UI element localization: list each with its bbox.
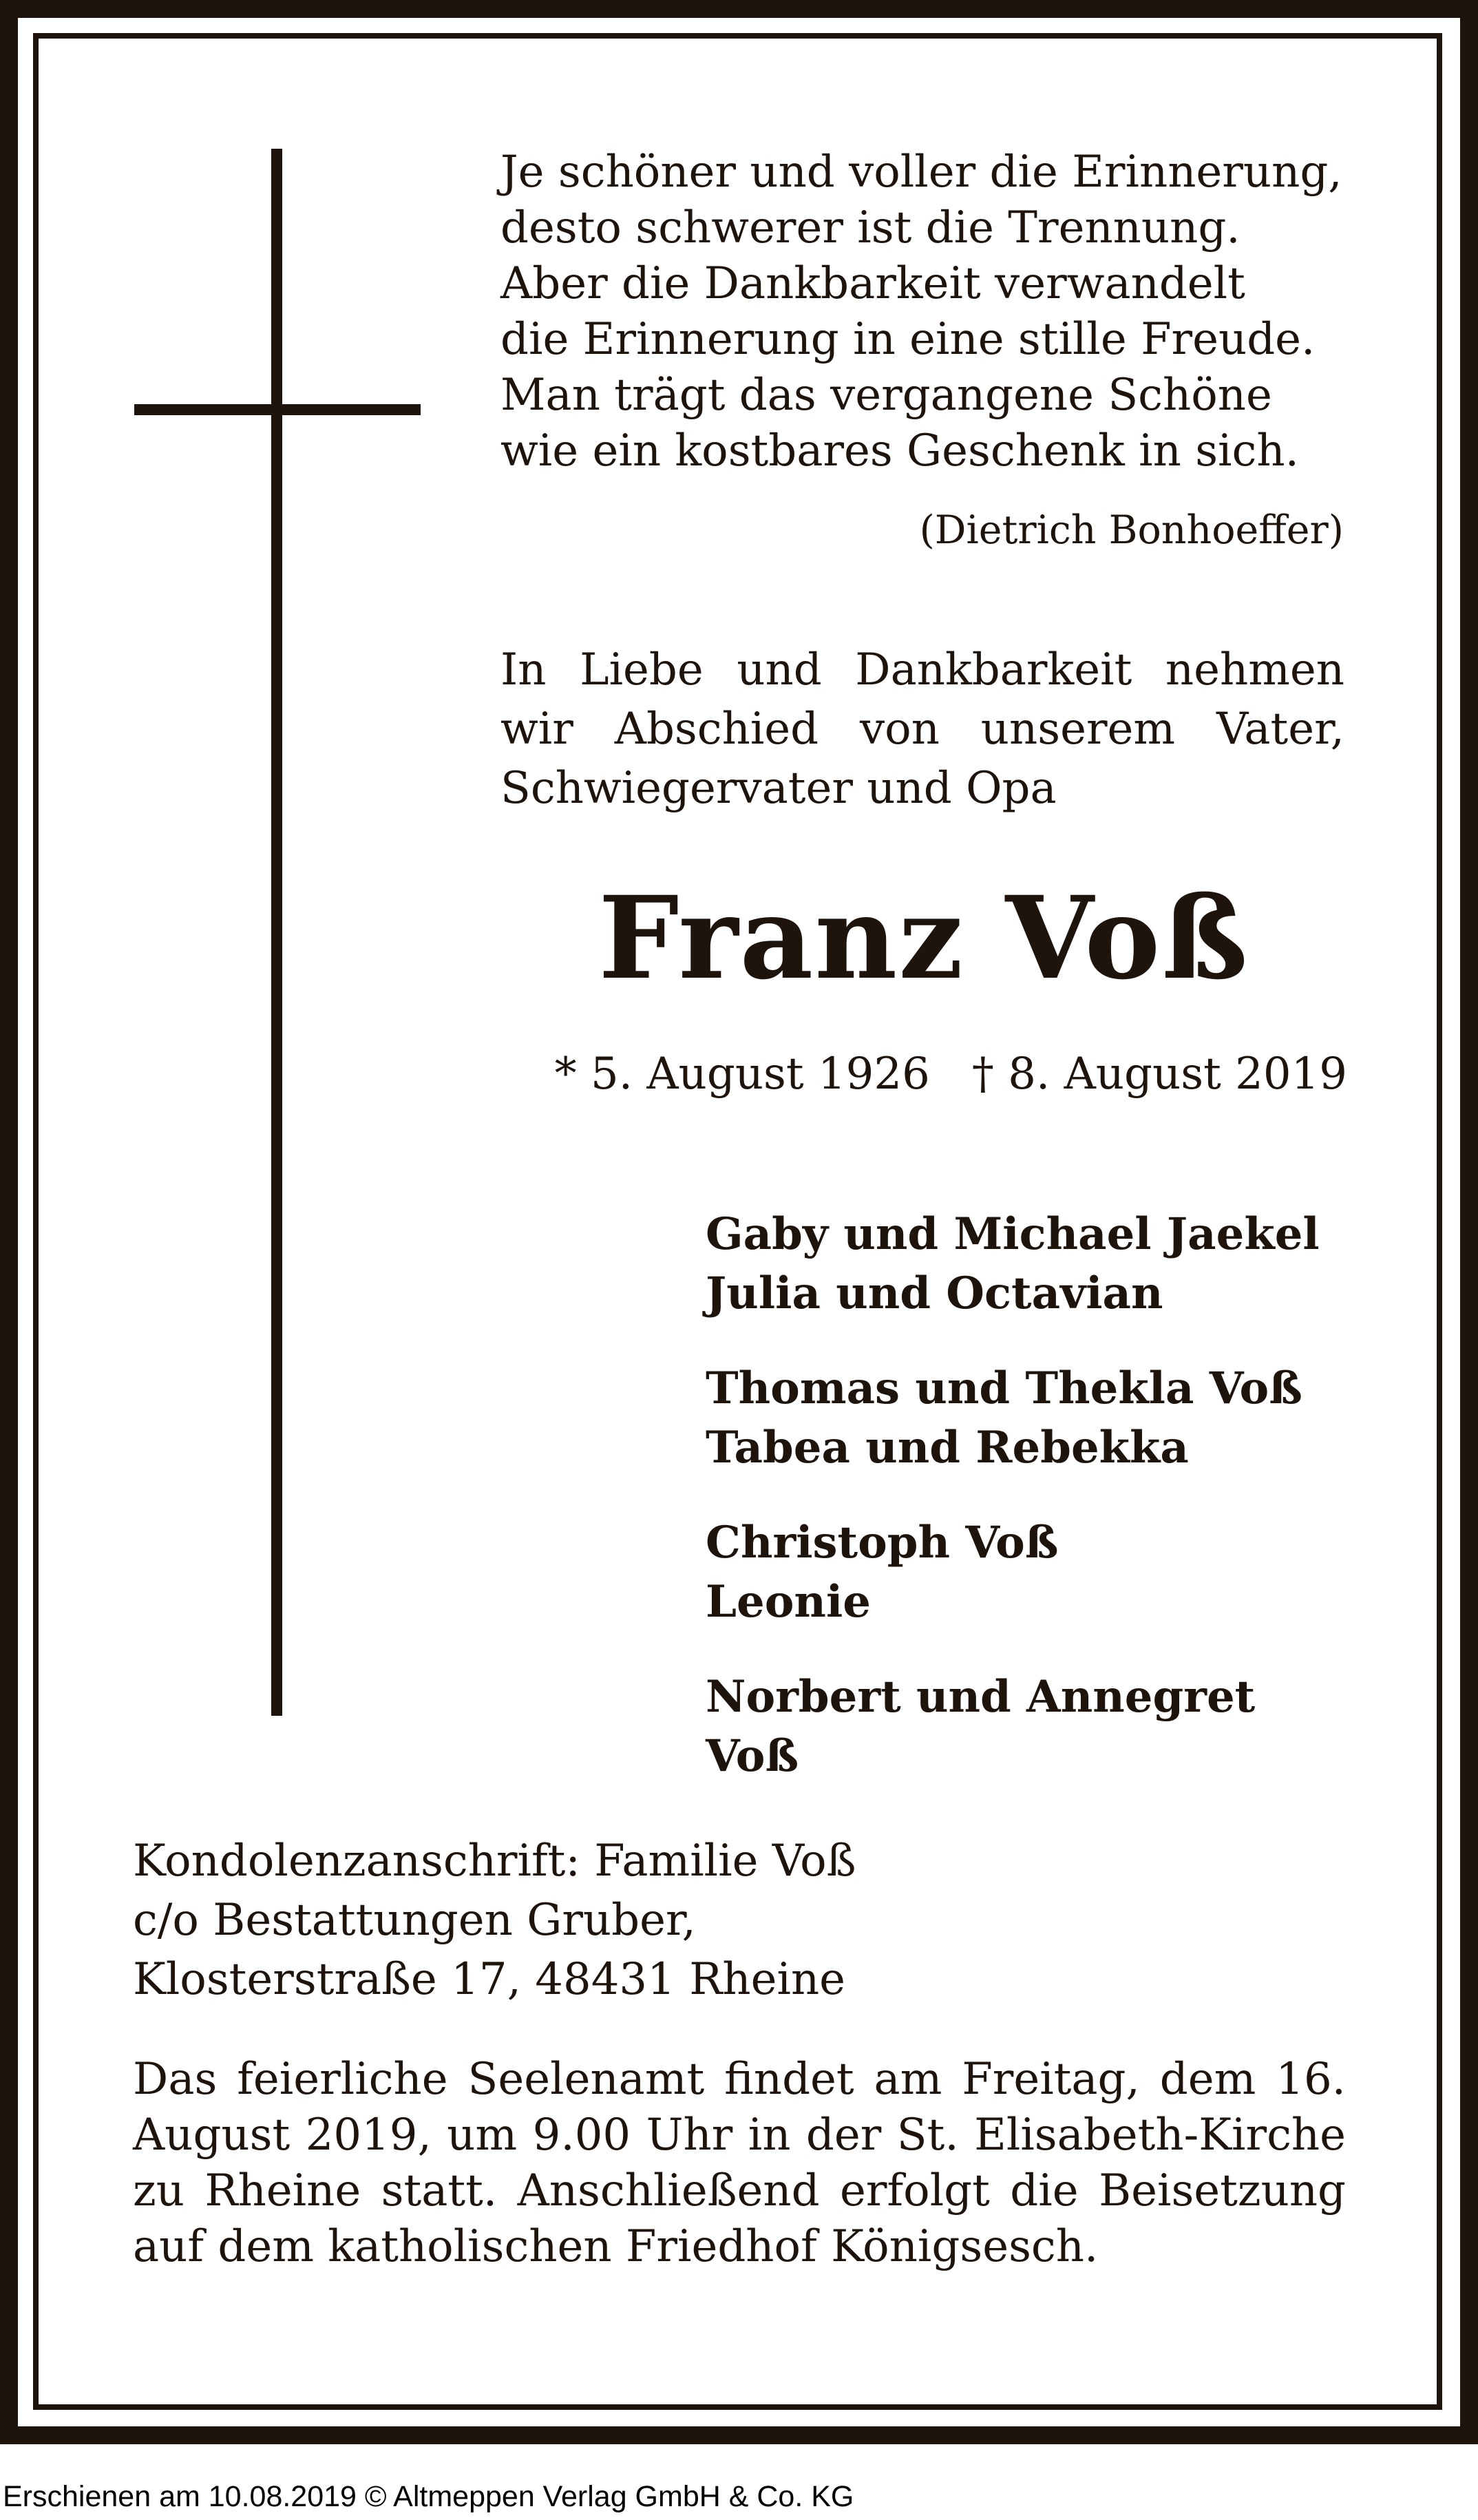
condolence-address: Kondolenzanschrift: Familie Voß c/o Bestattungen Gruber, Klosterstraße 17, 48431 Rheine (133, 1836, 856, 2005)
mourner-group: Christoph Voß Leonie (706, 1517, 1059, 1628)
farewell-intro: In Liebe und Dankbarkeit nehmen wir Abschied von unserem Vater, Schwiegervater und Opa (500, 644, 1344, 814)
mourner-group: Thomas und Thekla Voß Tabea und Rebekka (706, 1363, 1302, 1473)
mourner-group: Gaby und Michael Jaekel Julia und Octavian (706, 1208, 1320, 1319)
cross-horizontal-bar (134, 404, 421, 415)
cross-vertical-bar (271, 149, 282, 1716)
mourners-list (706, 1205, 1360, 1822)
service-announcement: Das feierliche Seelenamt findet am Freitag, dem 16. August 2019, um 9.00 Uhr in der St. Elisabeth-Kirche zu Rheine statt. Anschließend erfolgt die Beisetzung auf dem katholischen Friedhof Königsesch. (133, 2054, 1346, 2272)
memorial-quote: Je schöner und voller die Erinnerung, desto schwerer ist die Trennung. Aber die Dankbarkeit verwandelt die Erinnerung in eine stille Freude. Man trägt das vergangene Schöne wie ein kostbares Geschenk in sich. (500, 147, 1342, 476)
publication-footer: Erschienen am 10.08.2019 © Altmeppen Verlag GmbH & Co. KG (3, 2480, 854, 2513)
birth-date: * 5. August 1926 (554, 1049, 930, 1100)
mourner-group: Norbert und Annegret Voß (706, 1671, 1256, 1782)
death-date: † 8. August 2019 (971, 1049, 1347, 1100)
life-dates (500, 1043, 1347, 1105)
quote-attribution: (Dietrich Bonhoeffer) (919, 507, 1344, 553)
deceased-name: Franz Voß (598, 871, 1249, 1005)
